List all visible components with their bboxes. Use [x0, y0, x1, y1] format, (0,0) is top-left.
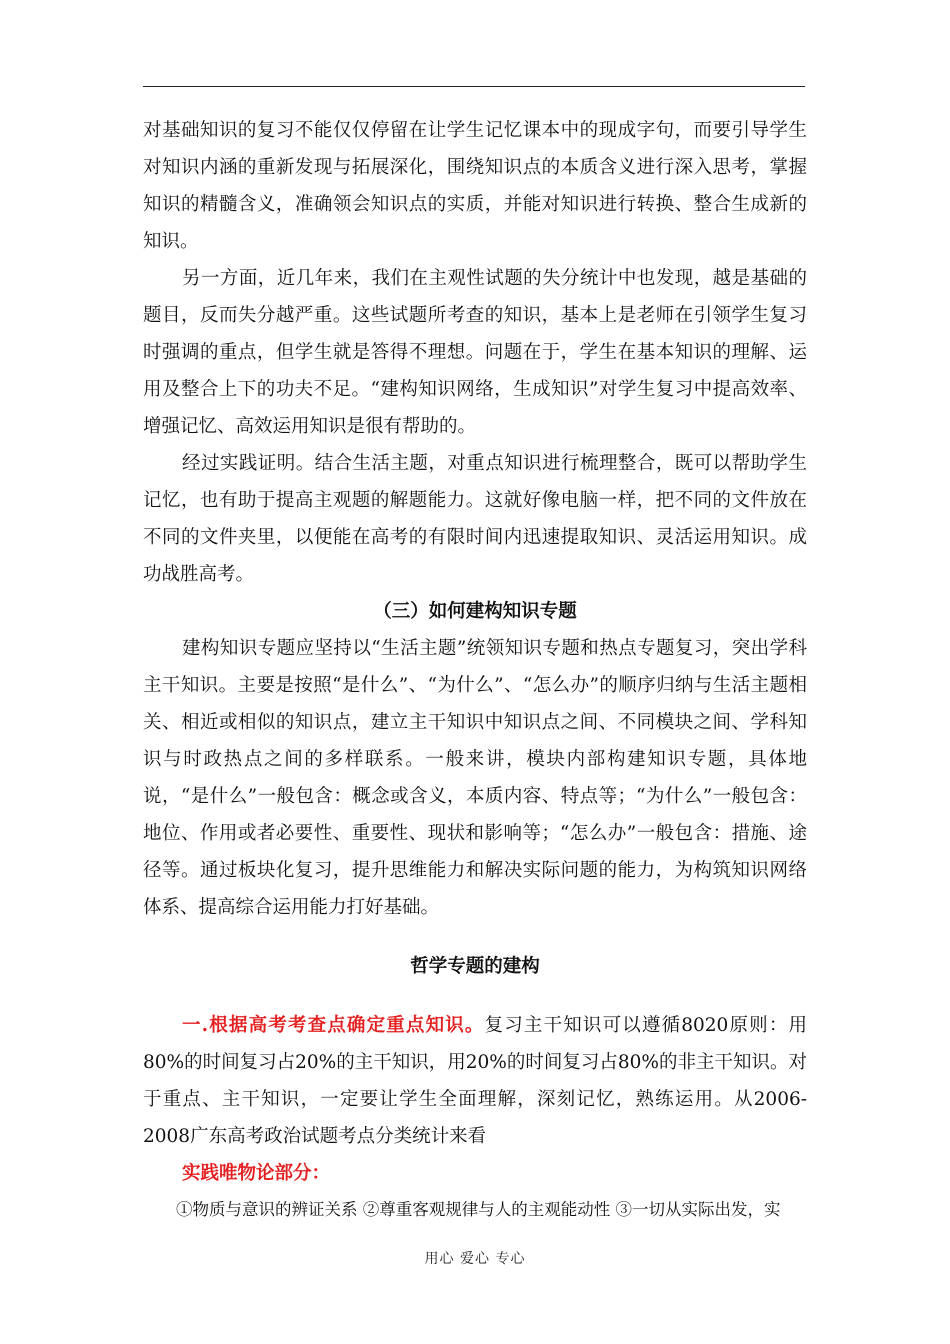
paragraph-5 — [143, 1007, 807, 1155]
section-heading-3: （三）如何建构知识专题 — [373, 601, 577, 622]
key-point-label: 一.根据高考考查点确定重点知识。 — [182, 1015, 485, 1036]
paragraph-5-text: 复习主干知识可以遵循8020原则：用80%的时间复习占20%的主干知识，用20%的时间复习占80%的非主干知识。对于重点、主干知识，一定要让学生全面理解，深刻记忆，熟练运用。从2006-2008广东高考政治试题考点分类统计来看 — [143, 1015, 807, 1147]
document-body — [143, 112, 807, 1228]
knowledge-items-line: ①物质与意识的辨证关系 ②尊重客观规律与人的主观能动性 ③一切从实际出发，实 — [176, 1200, 781, 1219]
header-rule — [143, 86, 805, 87]
paragraph-2: 另一方面，近几年来，我们在主观性试题的失分统计中也发现，越是基础的题目，反而失分越严重。这些试题所考查的知识，基本上是老师在引领学生复习时强调的重点，但学生就是答得不理想。问题在于，学生在基本知识的理解、运用及整合上下的功夫不足。“建构知识网络，生成知识”对学生复习中提高效率、增强记忆、高效运用知识是很有帮助的。 — [143, 268, 807, 437]
sub-heading-practice-materialism: 实践唯物论部分： — [182, 1163, 331, 1184]
paragraph-3: 经过实践证明。结合生活主题，对重点知识进行梳理整合，既可以帮助学生记忆，也有助于提高主观题的解题能力。这就好像电脑一样，把不同的文件放在不同的文件夹里，以便能在高考的有限时间内迅速提取知识、灵活运用知识。成功战胜高考。 — [143, 453, 807, 585]
paragraph-4: 建构知识专题应坚持以“生活主题”统领知识专题和热点专题复习，突出学科主干知识。主要是按照“是什么”、“为什么”、“怎么办”的顺序归纳与生活主题相关、相近或相似的知识点，建立主干知识中知识点之间、不同模块之间、学科知识与时政热点之间的多样联系。一般来讲，模块内部构建知识专题，具体地说，“是什么”一般包含：概念或含义，本质内容、特点等；“为什么”一般包含：地位、作用或者必要性、重要性、现状和影响等；“怎么办”一般包含：措施、途径等。通过板块化复习，提升思维能力和解决实际问题的能力，为构筑知识网络体系、提高综合运用能力打好基础。 — [143, 638, 807, 918]
paragraph-1: 对基础知识的复习不能仅仅停留在让学生记忆课本中的现成字句，而要引导学生对知识内涵的重新发现与拓展深化，围绕知识点的本质含义进行深入思考，掌握知识的精髓含义，准确领会知识点的实质，并能对知识进行转换、整合生成新的知识。 — [143, 120, 807, 252]
page-footer: 用心 爱心 专心 — [424, 1251, 526, 1267]
section-heading-philosophy: 哲学专题的建构 — [410, 956, 540, 977]
